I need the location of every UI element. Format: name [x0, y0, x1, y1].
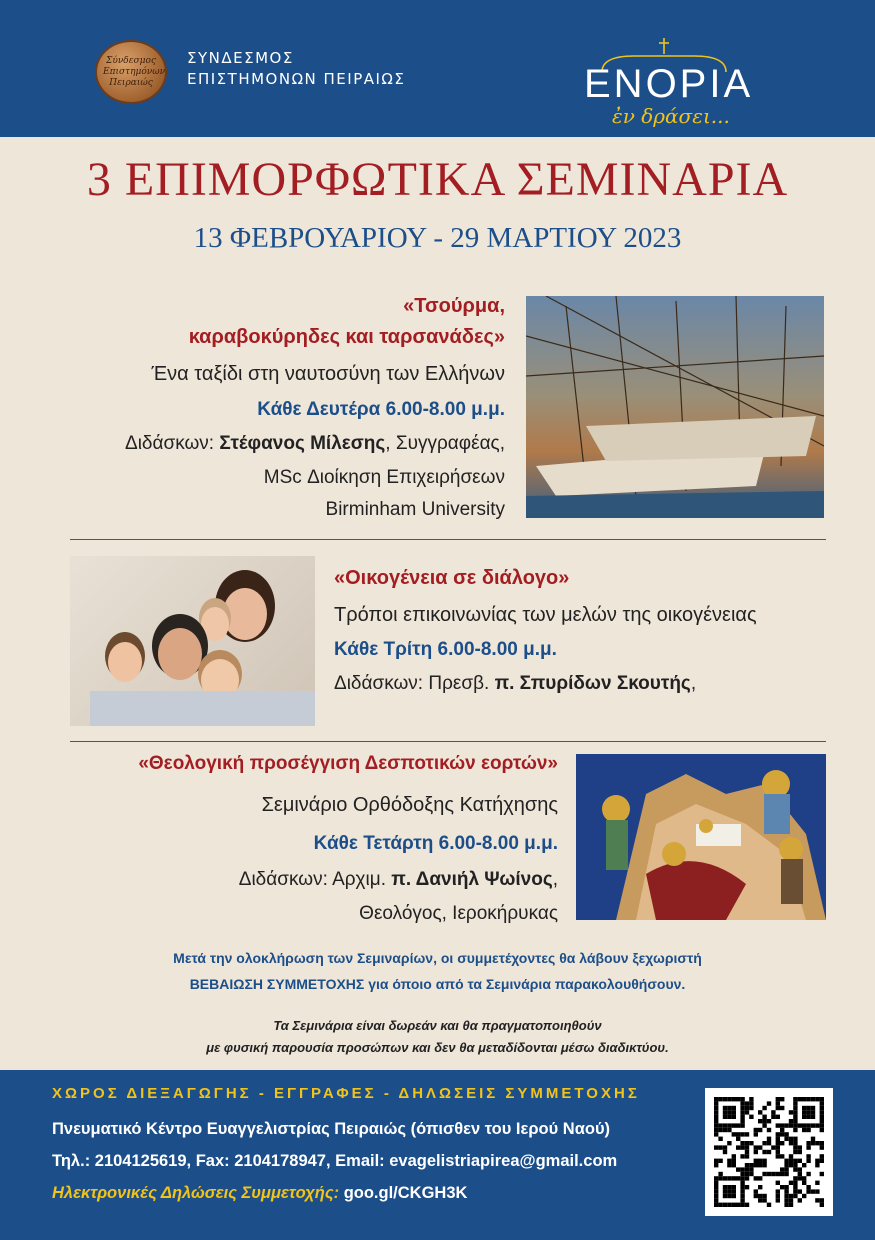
- enoria-logo-word: ΕΝΟΡΙΑ: [584, 62, 754, 106]
- seminar2-title: «Οικογένεια σε διάλογο»: [334, 567, 570, 589]
- org-name-line2: ΕΠΙΣΤΗΜΟΝΩΝ ΠΕΙΡΑΙΩΣ: [187, 70, 406, 88]
- association-seal-logo: [95, 40, 167, 104]
- certificate-note-line2: ΒΕΒΑΙΩΣΗ ΣΥΜΜΕΤΟΧΗΣ για όποιο από τα Σεμινάρια παρακολουθήσουν.: [189, 976, 686, 992]
- page-title: 3 ΕΠΙΜΟΡΦΩΤΙΚΑ ΣΕΜΙΝΑΡΙΑ: [86, 153, 789, 206]
- seminar1-title-line2: καραβοκύρηδες και ταρσανάδες»: [188, 326, 505, 348]
- seminar3-subtitle: Σεμινάριο Ορθόδοξης Κατήχησης: [261, 794, 558, 816]
- seminar1-credential-university: Birminham University: [325, 499, 505, 520]
- venue-online-registration: [52, 1184, 467, 1203]
- organization-name: [187, 48, 405, 90]
- seminar3-instructor: Διδάσκων: Αρχιμ. π. Δανιήλ Ψωίνος,: [238, 869, 558, 890]
- venue-address: Πνευματικό Κέντρο Ευαγγελιστρίας Πειραιώς (όπισθεν του Ιερού Ναού): [52, 1120, 611, 1138]
- online-registration-label: Ηλεκτρονικές Δηλώσεις Συμμετοχής:: [52, 1184, 340, 1202]
- org-name-line1: ΣΥΝΔΕΣΜΟΣ: [187, 49, 294, 67]
- header-band: [0, 0, 875, 137]
- enoria-logo-tagline: ἐν δράσει...: [612, 104, 730, 128]
- family-photo: [70, 556, 315, 726]
- seminar3-credential: Θεολόγος, Ιεροκήρυκας: [359, 903, 558, 924]
- seal-lettering: Σύνδεσμος Επιστημόνων Πειραιώς: [103, 56, 166, 88]
- seminar3-schedule: Κάθε Τετάρτη 6.00-8.00 μ.μ.: [313, 833, 558, 854]
- seminar2-subtitle: Τρόποι επικοινωνίας των μελών της οικογένειας: [334, 604, 757, 626]
- seminar3-title: «Θεολογική προσέγγιση Δεσποτικών εορτών»: [138, 753, 558, 774]
- enoria-logo: [584, 18, 754, 128]
- sailing-ships-painting: [526, 296, 824, 518]
- certificate-note-line1: Μετά την ολοκλήρωση των Σεμιναρίων, οι συμμετέχοντες θα λάβουν ξεχωριστή: [173, 950, 702, 966]
- free-note-line2: με φυσική παρουσία προσώπων και δεν θα μεταδίδονται μέσω διαδικτύου.: [206, 1040, 669, 1055]
- seminar1-subtitle: Ένα ταξίδι στη ναυτοσύνη των Ελλήνων: [151, 363, 505, 385]
- seminar2-instructor: Διδάσκων: Πρεσβ. π. Σπυρίδων Σκουτής,: [334, 673, 697, 694]
- nativity-icon-painting: [576, 754, 826, 920]
- seminar1-schedule: Κάθε Δευτέρα 6.00-8.00 μ.μ.: [257, 399, 505, 420]
- free-note-line1: Τα Σεμινάρια είναι δωρεάν και θα πραγματοποιηθούν: [273, 1018, 602, 1033]
- qr-code[interactable]: [705, 1088, 833, 1216]
- divider-2: [70, 741, 826, 742]
- venue-heading: ΧΩΡΟΣ ΔΙΕΞΑΓΩΓΗΣ - ΕΓΓΡΑΦΕΣ - ΔΗΛΩΣΕΙΣ ΣΥΜΜΕΤΟΧΗΣ: [52, 1085, 640, 1102]
- venue-contacts: Τηλ.: 2104125619, Fax: 2104178947, Email: evagelistriapirea@gmail.com: [52, 1152, 618, 1170]
- date-range: 13 ΦΕΒΡΟΥΑΡΙΟΥ - 29 ΜΑΡΤΙΟΥ 2023: [193, 222, 682, 254]
- seminar2-schedule: Κάθε Τρίτη 6.00-8.00 μ.μ.: [334, 639, 557, 660]
- seminar1-instructor: Διδάσκων: Στέφανος Μίλεσης, Συγγραφέας,: [125, 433, 505, 454]
- seminar1-credential-degree: MSc Διοίκηση Επιχειρήσεων: [263, 467, 505, 488]
- seminar1-title-line1: «Τσούρμα,: [403, 295, 505, 317]
- online-registration-link[interactable]: goo.gl/CKGH3K: [343, 1184, 468, 1202]
- divider-1: [70, 539, 826, 540]
